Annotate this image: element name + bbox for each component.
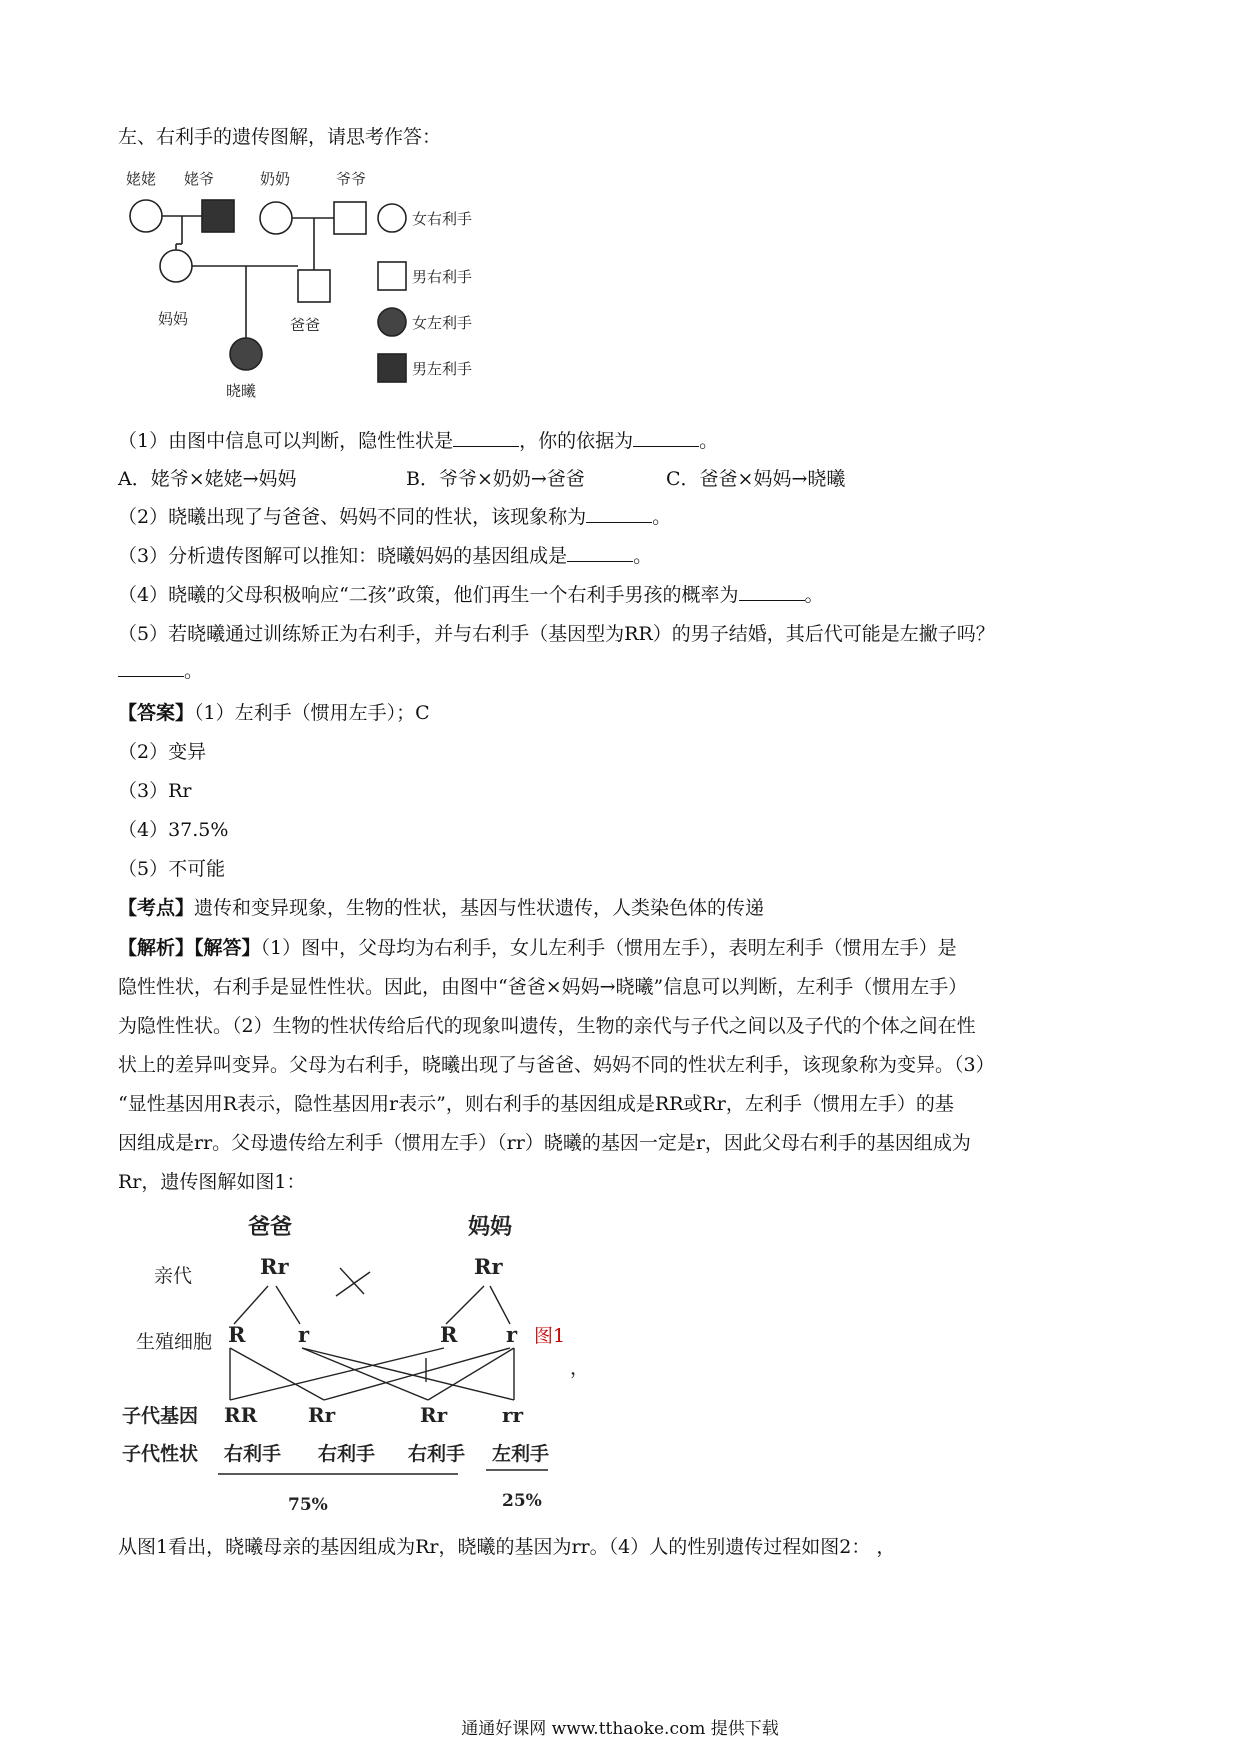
label-nainai: 奶奶 [260, 170, 291, 188]
father-label: 爸爸 [248, 1214, 293, 1240]
father-genotype: Rr [260, 1254, 289, 1279]
cross-diagram [118, 1206, 598, 1526]
yeye-symbol [334, 202, 366, 234]
label-xiaoxi: 晓曦 [226, 382, 257, 400]
kaodian: 【考点】遗传和变异现象，生物的性状，基因与性状遗传，人类染色体的传递 [118, 897, 765, 919]
legend-female-left-symbol [378, 308, 406, 336]
label-yeye: 爷爷 [336, 170, 367, 188]
offspring-trait-4: 左利手 [492, 1443, 550, 1465]
question-3: （3）分析遗传图解可以推知：晓曦妈妈的基因组成是 。 [118, 545, 653, 567]
offspring-trait-1: 右利手 [224, 1443, 282, 1465]
legend-female-right-symbol [378, 204, 406, 232]
kaodian-tag: 【考点】 [118, 897, 195, 919]
laolao-symbol [130, 200, 162, 232]
answer-4: （4）37.5% [118, 819, 229, 841]
offspring-trait-2: 右利手 [318, 1443, 376, 1465]
intro-text: 左、右利手的遗传图解，请思考作答： [118, 126, 442, 148]
answer-5: （5）不可能 [118, 858, 226, 880]
offspring-genotype-1: RR [224, 1403, 258, 1427]
answer-tag: 【答案】 [118, 702, 195, 724]
legend-male-right: 男右利手 [412, 268, 473, 286]
legend-male-right-symbol [378, 262, 406, 290]
offspring-genotype-3: Rr [420, 1403, 448, 1427]
pedigree-diagram [118, 164, 518, 404]
jiexi-line-5: “显性基因用R表示，隐性基因用r表示”，则右利手的基因组成是RR或Rr，左利手（惯用左手）的基 [118, 1093, 954, 1115]
answer-2: （2）变异 [118, 741, 207, 763]
jiexi-line-3: 为隐性性状。（2）生物的性状传给后代的现象叫遗传，生物的亲代与子代之间以及子代的个体之间在性 [118, 1015, 976, 1037]
footer: 通通好课网 www.tthaoke.com 提供下载 [461, 1719, 779, 1739]
label-mama: 妈妈 [158, 310, 189, 328]
offspring-genotype-4: rr [502, 1403, 524, 1427]
gamete-father-R: R [228, 1322, 246, 1347]
blank-1b [633, 428, 699, 447]
option-c: C．爸爸×妈妈→晓曦 [666, 468, 846, 490]
laoye-symbol [202, 200, 234, 232]
offspring-genotype-2: Rr [308, 1403, 336, 1427]
option-b: B．爷爷×奶奶→爸爸 [406, 468, 585, 490]
legend-male-left-symbol [378, 354, 406, 382]
question-4: （4）晓曦的父母积极响应“二孩”政策，他们再生一个右利手男孩的概率为 。 [118, 584, 824, 606]
conclusion-text: 从图1看出，晓曦母亲的基因组成为Rr，晓曦的基因为rr。（4）人的性别遗传过程如图2： ， [118, 1536, 896, 1558]
label-laoye: 姥爷 [184, 170, 215, 188]
offspring-trait-label: 子代性状 [122, 1443, 199, 1465]
baba-symbol [298, 270, 330, 302]
offspring-genotype-label: 子代基因 [122, 1405, 199, 1427]
blank-4 [739, 582, 805, 601]
jiexi-tag: 【解析】【解答】 [118, 937, 261, 959]
legend-female-left: 女左利手 [412, 314, 473, 332]
gamete-father-r: r [298, 1322, 310, 1347]
mother-genotype: Rr [474, 1254, 503, 1279]
label-baba: 爸爸 [290, 316, 321, 334]
blank-1a [453, 428, 519, 447]
gamete-mother-r: r [506, 1322, 518, 1347]
figure-1-label: 图1 [534, 1325, 566, 1347]
answer-3: （3）Rr [118, 780, 192, 802]
nainai-symbol [260, 202, 292, 234]
mother-label: 妈妈 [468, 1214, 513, 1240]
figure-1-comma: ， [570, 1357, 590, 1379]
offspring-trait-3: 右利手 [408, 1443, 466, 1465]
blank-5 [118, 658, 184, 677]
question-2: （2）晓曦出现了与爸爸、妈妈不同的性状，该现象称为 。 [118, 506, 672, 528]
jiexi-line-6: 因组成是rr。父母遗传给左利手（惯用左手）（rr）晓曦的基因一定是r，因此父母右利手的基因组成为 [118, 1132, 971, 1154]
parent-generation-label: 亲代 [154, 1265, 193, 1287]
legend-female-right: 女右利手 [412, 210, 473, 228]
gamete-label: 生殖细胞 [136, 1331, 213, 1353]
blank-3 [567, 543, 633, 562]
percent-left: 25% [502, 1491, 542, 1511]
answer-1: 【答案】（1）左利手（惯用左手）；C [118, 702, 430, 724]
jiexi-line-1: 【解析】【解答】（1）图中，父母均为右利手，女儿左利手（惯用左手），表明左利手（惯用左手）是 [118, 937, 957, 959]
jiexi-line-7: Rr，遗传图解如图1： [118, 1171, 306, 1193]
jiexi-line-4: 状上的差异叫变异。父母为右利手，晓曦出现了与爸爸、妈妈不同的性状左利手，该现象称为变异。（3） [118, 1054, 995, 1076]
label-laolao: 姥姥 [126, 170, 157, 188]
gamete-mother-R: R [440, 1322, 458, 1347]
question-1: （1）由图中信息可以判断，隐性性状是 ，你的依据为 。 [118, 430, 719, 452]
question-5: （5）若晓曦通过训练矫正为右利手，并与右利手（基因型为RR）的男子结婚，其后代可能是左撇子吗？ [118, 623, 995, 645]
legend-male-left: 男左利手 [412, 360, 473, 378]
xiaoxi-symbol [230, 338, 262, 370]
percent-right: 75% [288, 1495, 328, 1515]
question-5-end: 。 [118, 658, 203, 684]
option-a: A．姥爷×姥姥→妈妈 [118, 468, 297, 490]
question-1-options [118, 466, 846, 492]
jiexi-line-2: 隐性性状，右利手是显性性状。因此，由图中“爸爸×妈妈→晓曦”信息可以判断，左利手（惯用左手） [118, 976, 968, 998]
blank-2 [586, 504, 652, 523]
mama-symbol [160, 250, 192, 282]
